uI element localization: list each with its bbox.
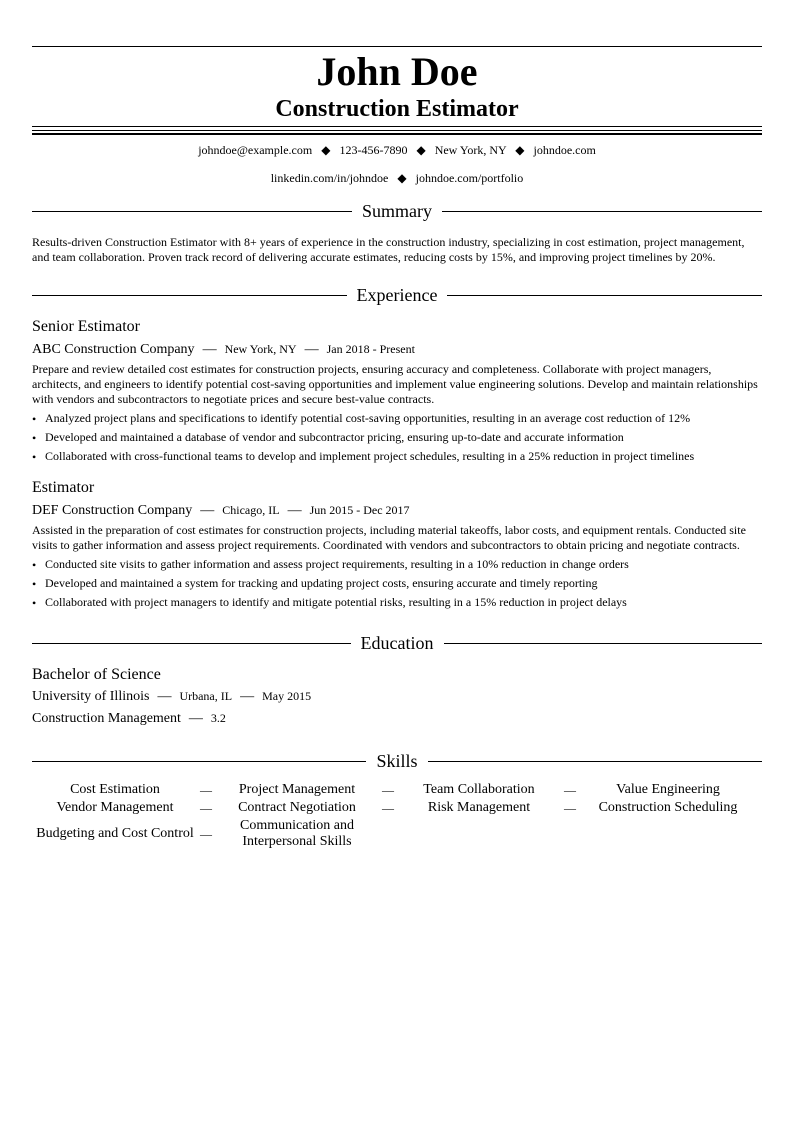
gpa: 3.2	[210, 711, 226, 725]
skill-item: Project Management	[238, 782, 356, 797]
education-entry	[32, 665, 762, 729]
header-rule	[32, 126, 762, 135]
diamond-separator-icon: ◆	[321, 143, 331, 157]
job-meta	[32, 339, 762, 360]
contact-row-1	[32, 141, 762, 159]
candidate-name: John Doe	[316, 49, 478, 94]
school-name: University of Illinois	[32, 689, 150, 704]
dash-separator: —	[382, 801, 394, 815]
skill-item: Construction Scheduling	[598, 800, 738, 815]
job-entry	[32, 317, 762, 466]
dash-separator: —	[240, 689, 255, 704]
company-name: DEF Construction Company	[32, 503, 193, 518]
company-name: ABC Construction Company	[32, 342, 195, 357]
list-item: • Developed and maintained a system for tracking and updating project costs, ensuring accurate and timely reporting	[32, 574, 762, 593]
summary-heading	[32, 199, 762, 223]
skill-item: Team Collaboration	[423, 782, 535, 797]
website-link[interactable]: johndoe.com	[533, 143, 596, 157]
dash-separator: —	[200, 783, 212, 797]
skill-item: Vendor Management	[56, 800, 174, 815]
skills-row	[32, 782, 762, 798]
skills-grid	[32, 782, 762, 850]
email-link[interactable]: johndoe@example.com	[198, 143, 313, 157]
major-line	[32, 708, 762, 729]
skill-item: Contract Negotiation	[238, 800, 356, 815]
skills-title: Skills	[376, 751, 418, 771]
job-title: Estimator	[32, 479, 95, 496]
location-text: New York, NY	[434, 143, 507, 157]
resume-page	[32, 46, 762, 850]
dash-separator: —	[564, 801, 576, 815]
contact-info	[32, 141, 762, 187]
linkedin-link[interactable]: linkedin.com/in/johndoe	[270, 171, 389, 185]
dash-separator: —	[200, 827, 212, 841]
skills-row	[32, 800, 762, 816]
list-item: • Developed and maintained a database of vendor and subcontractor pricing, ensuring up-to-date and accurate information	[32, 428, 762, 447]
list-item: • Conducted site visits to gather information and assess project requirements, resulting in a 10% reduction in change orders	[32, 555, 762, 574]
job-location: Chicago, IL	[222, 503, 280, 517]
diamond-separator-icon: ◆	[397, 171, 407, 185]
experience-title: Experience	[356, 285, 438, 305]
job-meta	[32, 500, 762, 521]
skills-row	[32, 818, 762, 850]
experience-heading	[32, 283, 762, 307]
dash-separator: —	[382, 783, 394, 797]
job-description: Assisted in the preparation of cost estimates for construction projects, including material takeoffs, labor costs, and equipment rentals. Conducted site visits to gather information and assess project requirements. Coordinated with vendors and subcontractors to obtain pricing and negotiate contracts.	[32, 523, 746, 552]
skill-item: Budgeting and Cost Control	[36, 826, 194, 841]
dash-separator: —	[200, 801, 212, 815]
job-bullets	[32, 409, 762, 466]
job-dates: Jan 2018 - Present	[326, 342, 415, 356]
dash-separator: —	[304, 342, 319, 357]
top-rule	[32, 46, 762, 47]
school-line	[32, 686, 762, 707]
phone-text: 123-456-7890	[339, 143, 408, 157]
education-title: Education	[360, 633, 434, 653]
skill-item: Cost Estimation	[70, 782, 160, 797]
dash-separator: —	[157, 689, 172, 704]
job-description: Prepare and review detailed cost estimates for construction projects, ensuring accuracy and completeness. Collaborate with project managers, architects, and engineers to identify potential cost-saving opportunities and implement value engineering solutions. Develop and maintain relationships with vendors and subcontractors to negotiate prices and secure best-value contracts.	[32, 362, 758, 406]
dash-separator: —	[287, 503, 302, 518]
diamond-separator-icon: ◆	[416, 143, 426, 157]
summary-text: Results-driven Construction Estimator with 8+ years of experience in the construction industry, specializing in cost estimation, project management, and team collaboration. Proven track record of delivering accurate estimates, reducing costs by 15%, and improving project timelines by 20%.	[32, 235, 745, 264]
diamond-separator-icon: ◆	[515, 143, 525, 157]
job-title: Senior Estimator	[32, 318, 140, 335]
dash-separator: —	[202, 342, 217, 357]
skill-item: Value Engineering	[616, 782, 720, 797]
major: Construction Management	[32, 711, 181, 726]
skill-item: Risk Management	[427, 800, 531, 815]
list-item: • Collaborated with cross-functional teams to develop and implement project schedules, resulting in a 25% reduction in project timelines	[32, 447, 762, 466]
skills-heading	[32, 749, 762, 773]
job-dates: Jun 2015 - Dec 2017	[309, 503, 410, 517]
list-item: • Collaborated with project managers to identify and mitigate potential risks, resulting in a 15% reduction in project delays	[32, 593, 762, 612]
job-entry	[32, 478, 762, 612]
school-location: Urbana, IL	[179, 689, 233, 703]
dash-separator: —	[564, 783, 576, 797]
dash-separator: —	[200, 503, 215, 518]
degree: Bachelor of Science	[32, 666, 161, 683]
education-heading	[32, 631, 762, 655]
contact-row-2	[32, 169, 762, 187]
portfolio-link[interactable]: johndoe.com/portfolio	[415, 171, 524, 185]
list-item: • Analyzed project plans and specifications to identify potential cost-saving opportunities, resulting in an average cost reduction of 12%	[32, 409, 762, 428]
job-bullets	[32, 555, 762, 612]
job-location: New York, NY	[224, 342, 297, 356]
dash-separator: —	[188, 711, 203, 726]
graduation-date: May 2015	[262, 689, 312, 703]
candidate-role: Construction Estimator	[275, 96, 519, 122]
skill-item: Communication and Interpersonal Skills	[240, 818, 354, 849]
summary-title: Summary	[362, 201, 432, 221]
